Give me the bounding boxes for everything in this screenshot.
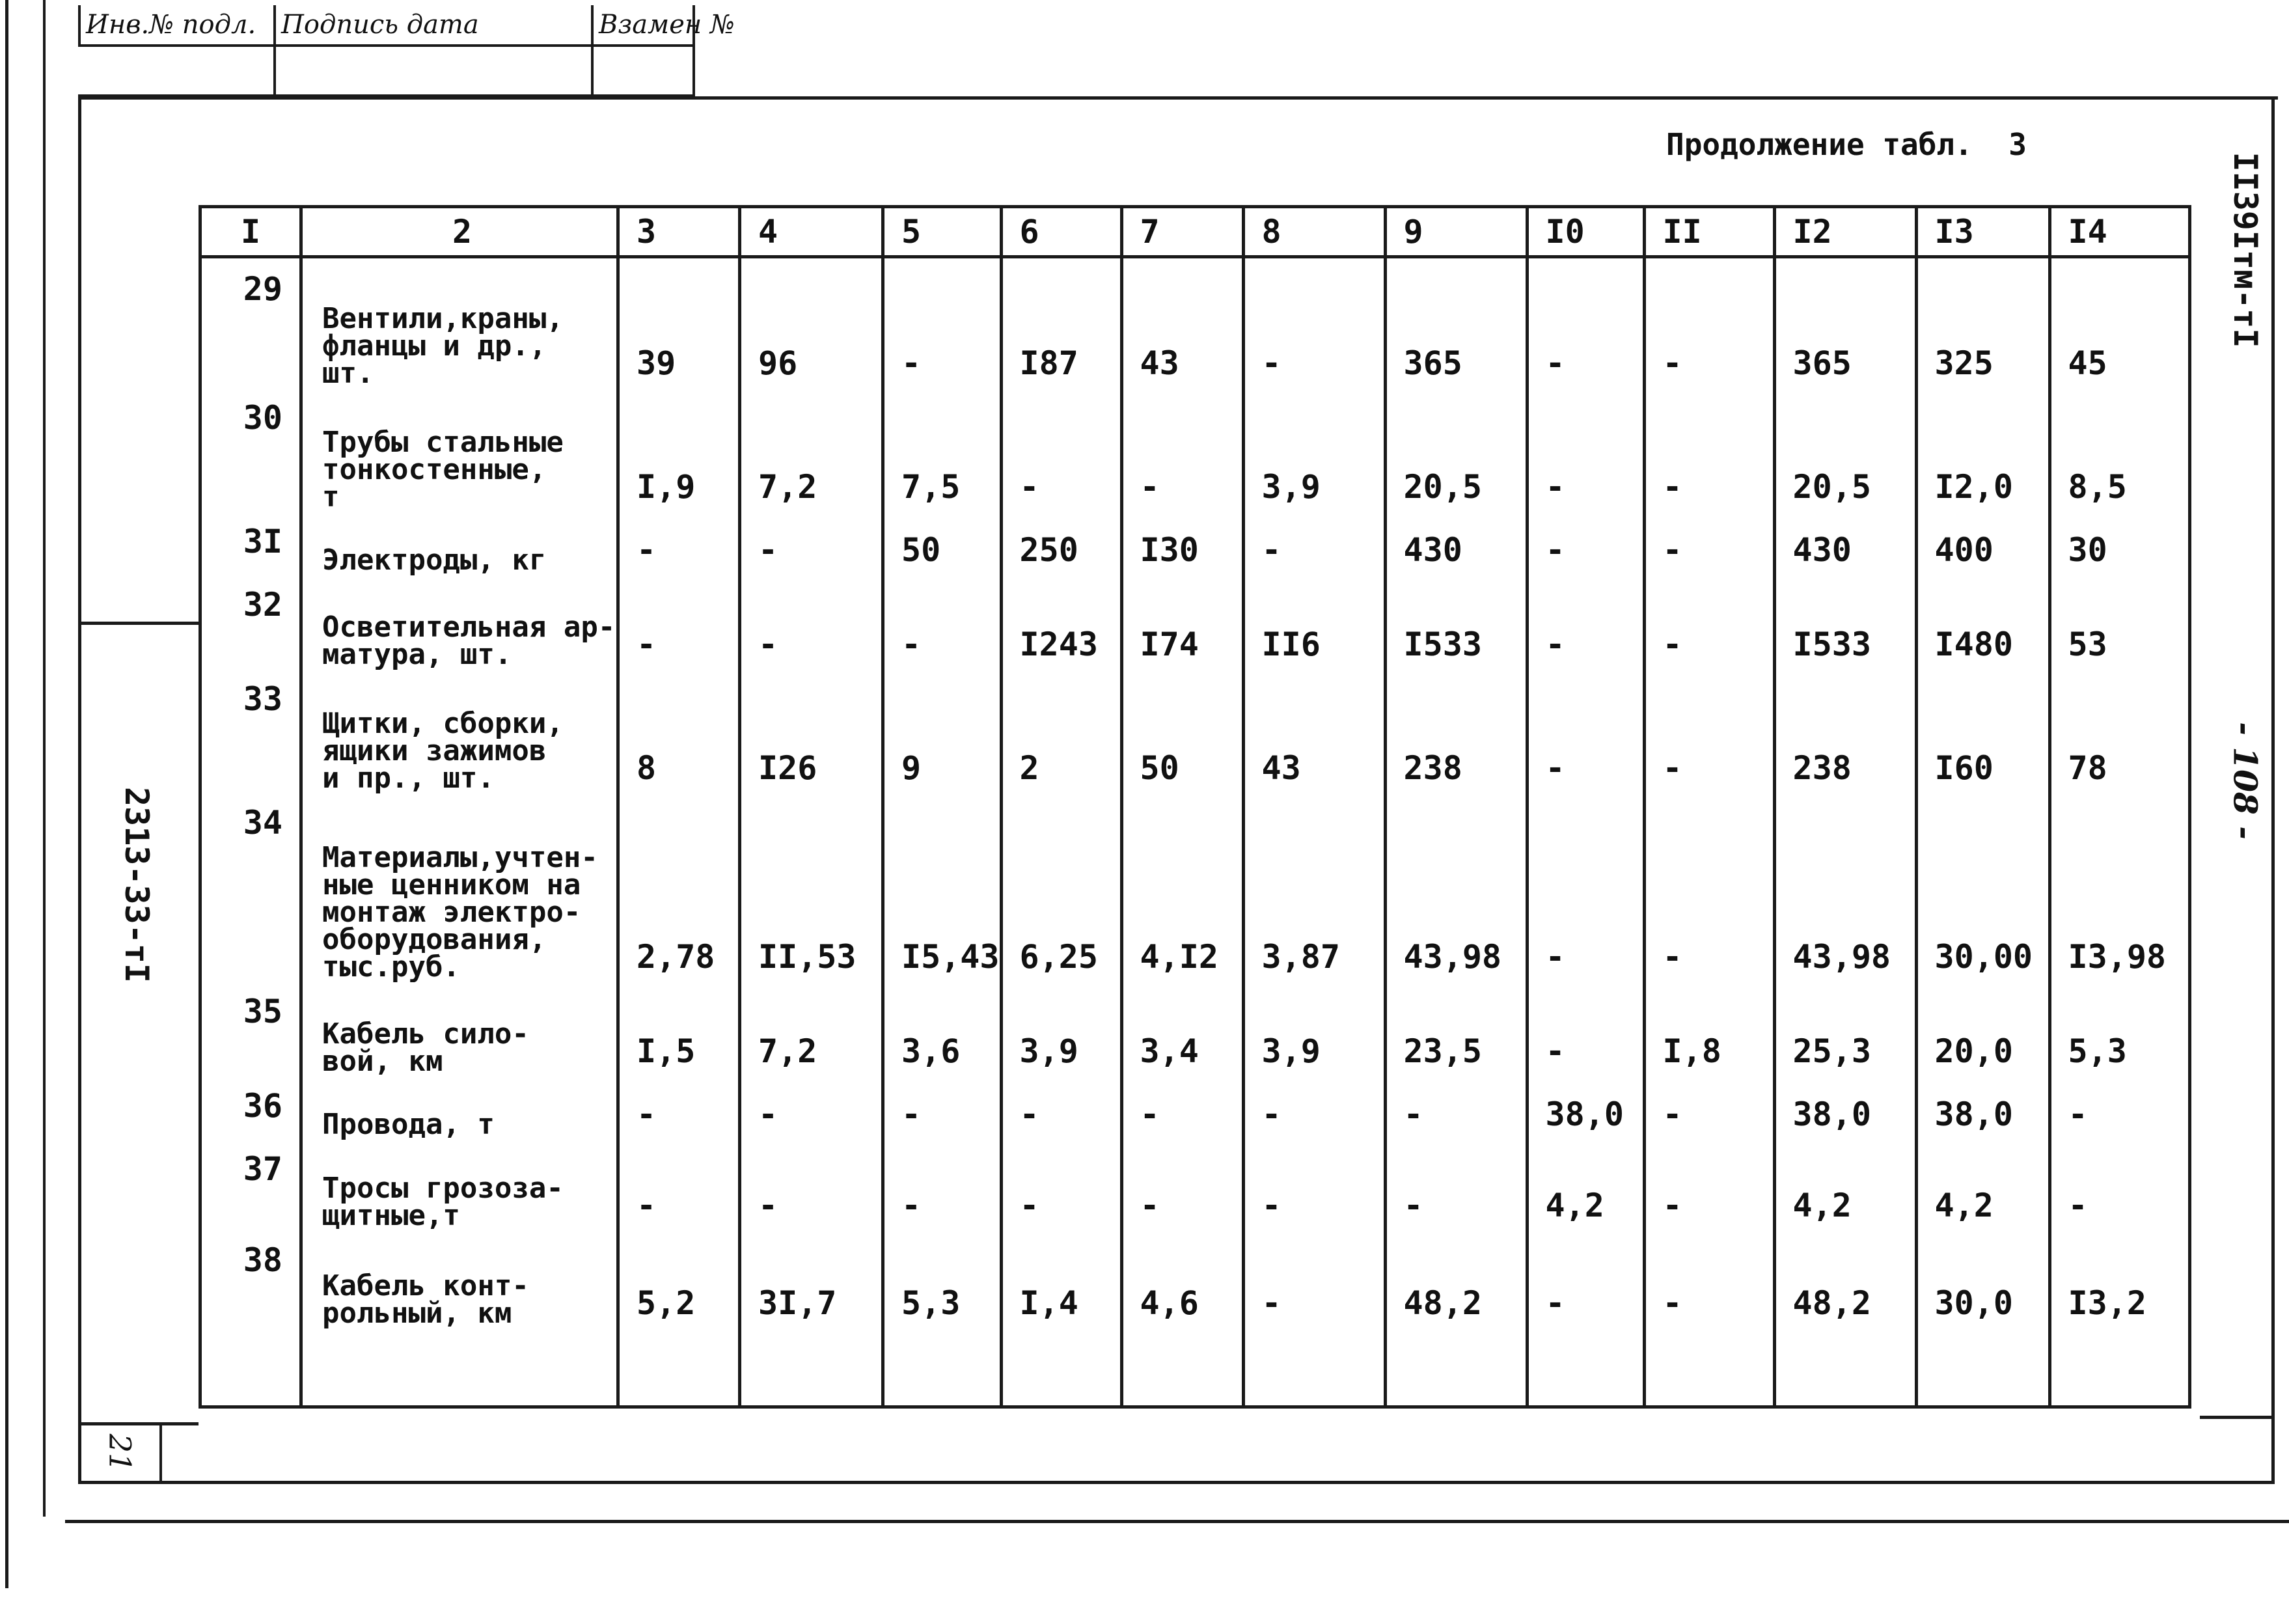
cell-col-4: II,53	[740, 792, 883, 981]
cell-col-3: -	[618, 1138, 740, 1230]
col-header: 8	[1243, 207, 1385, 257]
header-row	[200, 207, 2190, 257]
cell-col-7: 50	[1121, 668, 1243, 792]
cell-col-6: 250	[1001, 511, 1121, 574]
cell-col-14: 5,3	[2049, 981, 2189, 1075]
cell-col-13: 30,0	[1916, 1230, 2049, 1327]
cell-col-7: -	[1121, 1075, 1243, 1138]
cell-col-4: 7,2	[740, 387, 883, 511]
empty-cell	[618, 1327, 740, 1407]
row-number: 29	[200, 257, 301, 387]
col-header: 4	[740, 207, 883, 257]
empty-cell	[883, 1327, 1002, 1407]
row-description: Материалы,учтен- ные ценником на монтаж электро- оборудования, тыс.руб.	[301, 792, 618, 981]
cell-col-8: -	[1243, 511, 1385, 574]
table-row	[200, 668, 2190, 792]
stamp-signature-date: Подпись дата	[273, 5, 587, 44]
empty-cell	[1644, 1327, 1774, 1407]
cell-col-4: -	[740, 511, 883, 574]
cell-col-3: -	[618, 511, 740, 574]
cell-col-5: 5,3	[883, 1230, 1002, 1327]
cell-col-9: -	[1385, 1138, 1527, 1230]
frame-right	[2271, 96, 2275, 1483]
row-description: Кабель конт- рольный, км	[301, 1230, 618, 1327]
cell-col-10: -	[1527, 792, 1644, 981]
cell-col-10: -	[1527, 574, 1644, 668]
cell-col-14: 30	[2049, 511, 2189, 574]
table-row	[200, 574, 2190, 668]
cell-col-14: I3,2	[2049, 1230, 2189, 1327]
frame-bottom	[65, 1520, 2289, 1523]
cell-col-14: 53	[2049, 574, 2189, 668]
row-description: Тросы грозоза- щитные,т	[301, 1138, 618, 1230]
cell-col-3: I,9	[618, 387, 740, 511]
table-row	[200, 511, 2190, 574]
series-code: II39Iтм-тI	[2227, 152, 2264, 348]
table-row	[200, 1230, 2190, 1327]
table-row	[200, 1138, 2190, 1230]
cell-col-7: 4,I2	[1121, 792, 1243, 981]
empty-cell	[1527, 1327, 1644, 1407]
cell-col-3: -	[618, 1075, 740, 1138]
cell-col-6: -	[1001, 387, 1121, 511]
empty-cell	[1121, 1327, 1243, 1407]
cell-col-12: 430	[1774, 511, 1916, 574]
cell-col-9: 23,5	[1385, 981, 1527, 1075]
left-strip-divider	[78, 622, 199, 625]
col-header: II	[1644, 207, 1774, 257]
col-header: I2	[1774, 207, 1916, 257]
cell-col-12: 365	[1774, 257, 1916, 387]
cell-col-10: -	[1527, 668, 1644, 792]
cell-col-4: 3I,7	[740, 1230, 883, 1327]
cell-col-8: 3,9	[1243, 981, 1385, 1075]
cell-col-12: 48,2	[1774, 1230, 1916, 1327]
cell-col-9: 43,98	[1385, 792, 1527, 981]
row-description: Провода, т	[301, 1075, 618, 1138]
cell-col-8: II6	[1243, 574, 1385, 668]
cell-col-3: -	[618, 574, 740, 668]
cell-col-11: I,8	[1644, 981, 1774, 1075]
empty-cell	[1243, 1327, 1385, 1407]
row-number: 3I	[200, 511, 301, 574]
cell-col-4: -	[740, 1075, 883, 1138]
cell-col-12: 38,0	[1774, 1075, 1916, 1138]
empty-cell	[200, 1327, 301, 1407]
cell-col-11: -	[1644, 792, 1774, 981]
frame-left-outer	[5, 0, 8, 1588]
table-row	[200, 981, 2190, 1075]
cell-col-6: I243	[1001, 574, 1121, 668]
cell-col-5: -	[883, 574, 1002, 668]
cell-col-4: 7,2	[740, 981, 883, 1075]
cell-col-4: 96	[740, 257, 883, 387]
cell-col-14: I3,98	[2049, 792, 2189, 981]
col-header: I3	[1916, 207, 2049, 257]
cell-col-7: -	[1121, 1138, 1243, 1230]
row-number: 34	[200, 792, 301, 981]
cell-col-8: -	[1243, 1230, 1385, 1327]
cell-col-8: 3,87	[1243, 792, 1385, 981]
cell-col-10: -	[1527, 387, 1644, 511]
cell-col-3: 5,2	[618, 1230, 740, 1327]
row-description: Щитки, сборки, ящики зажимов и пр., шт.	[301, 668, 618, 792]
col-header: 9	[1385, 207, 1527, 257]
cell-col-10: 38,0	[1527, 1075, 1644, 1138]
row-number: 35	[200, 981, 301, 1075]
cell-col-9: 48,2	[1385, 1230, 1527, 1327]
cell-col-9: 238	[1385, 668, 1527, 792]
cell-col-11: -	[1644, 257, 1774, 387]
empty-cell	[2049, 1327, 2189, 1407]
empty-cell	[1001, 1327, 1121, 1407]
table-row	[200, 1075, 2190, 1138]
cell-col-10: -	[1527, 511, 1644, 574]
frame-left-main	[78, 96, 81, 1483]
cell-col-11: -	[1644, 574, 1774, 668]
cell-col-13: I480	[1916, 574, 2049, 668]
cell-col-12: 20,5	[1774, 387, 1916, 511]
cell-col-5: -	[883, 1075, 1002, 1138]
cell-col-3: 2,78	[618, 792, 740, 981]
cell-col-12: 238	[1774, 668, 1916, 792]
cell-col-14: -	[2049, 1138, 2189, 1230]
cell-col-6: -	[1001, 1138, 1121, 1230]
cell-col-13: I2,0	[1916, 387, 2049, 511]
cell-col-4: I26	[740, 668, 883, 792]
col-header: I0	[1527, 207, 1644, 257]
stamp-replace-no: Взамен №	[591, 5, 696, 44]
cell-col-10: -	[1527, 257, 1644, 387]
cell-col-6: 3,9	[1001, 981, 1121, 1075]
col-header: 2	[301, 207, 618, 257]
cell-col-10: -	[1527, 1230, 1644, 1327]
cell-col-7: 43	[1121, 257, 1243, 387]
row-description: Электроды, кг	[301, 511, 618, 574]
cell-col-3: 8	[618, 668, 740, 792]
cell-col-3: I,5	[618, 981, 740, 1075]
cell-col-14: 45	[2049, 257, 2189, 387]
row-number: 30	[200, 387, 301, 511]
cell-col-13: 325	[1916, 257, 2049, 387]
cell-col-7: 4,6	[1121, 1230, 1243, 1327]
cell-col-11: -	[1644, 668, 1774, 792]
cell-col-11: -	[1644, 387, 1774, 511]
cell-col-6: 6,25	[1001, 792, 1121, 981]
cell-col-4: -	[740, 574, 883, 668]
row-description: Кабель сило- вой, км	[301, 981, 618, 1075]
left-strip-sheet-line	[78, 1422, 199, 1425]
cell-col-13: 38,0	[1916, 1075, 2049, 1138]
cell-col-9: 20,5	[1385, 387, 1527, 511]
cell-col-3: 39	[618, 257, 740, 387]
cell-col-13: 400	[1916, 511, 2049, 574]
col-header: 7	[1121, 207, 1243, 257]
col-header: I	[200, 207, 301, 257]
table-row	[200, 792, 2190, 981]
empty-cell	[740, 1327, 883, 1407]
cell-col-9: 365	[1385, 257, 1527, 387]
cell-col-13: 30,00	[1916, 792, 2049, 981]
empty-cell	[1385, 1327, 1527, 1407]
row-description: Вентили,краны, фланцы и др., шт.	[301, 257, 618, 387]
cell-col-12: I533	[1774, 574, 1916, 668]
cell-col-13: 20,0	[1916, 981, 2049, 1075]
cell-col-11: -	[1644, 511, 1774, 574]
empty-cell	[301, 1327, 618, 1407]
materials-table	[199, 205, 2191, 1409]
row-number: 38	[200, 1230, 301, 1327]
table-row	[200, 387, 2190, 511]
cell-col-9: 430	[1385, 511, 1527, 574]
cell-col-7: -	[1121, 387, 1243, 511]
row-description: Трубы стальные тонкостенные, т	[301, 387, 618, 511]
doc-code: 2313-33-тI	[118, 787, 156, 984]
col-header: I4	[2049, 207, 2189, 257]
cell-col-5: -	[883, 1138, 1002, 1230]
cell-col-5: I5,43	[883, 792, 1002, 981]
cell-col-14: 78	[2049, 668, 2189, 792]
cell-col-5: 7,5	[883, 387, 1002, 511]
cell-col-12: 25,3	[1774, 981, 1916, 1075]
cell-col-9: -	[1385, 1075, 1527, 1138]
cell-col-11: -	[1644, 1075, 1774, 1138]
table-empty-row	[200, 1327, 2190, 1407]
right-strip-line	[2200, 1416, 2275, 1419]
cell-col-8: -	[1243, 257, 1385, 387]
page-marker: - 108 -	[2226, 722, 2265, 840]
row-number: 36	[200, 1075, 301, 1138]
cell-col-13: 4,2	[1916, 1138, 2049, 1230]
col-header: 6	[1001, 207, 1121, 257]
cell-col-6: I87	[1001, 257, 1121, 387]
cell-col-6: -	[1001, 1075, 1121, 1138]
cell-col-4: -	[740, 1138, 883, 1230]
cell-col-13: I60	[1916, 668, 2049, 792]
cell-col-12: 43,98	[1774, 792, 1916, 981]
cell-col-11: -	[1644, 1230, 1774, 1327]
cell-col-7: I74	[1121, 574, 1243, 668]
row-number: 33	[200, 668, 301, 792]
cell-col-11: -	[1644, 1138, 1774, 1230]
cell-col-8: 3,9	[1243, 387, 1385, 511]
cell-col-5: 50	[883, 511, 1002, 574]
col-header: 3	[618, 207, 740, 257]
empty-cell	[1916, 1327, 2049, 1407]
cell-col-9: I533	[1385, 574, 1527, 668]
cell-col-8: 43	[1243, 668, 1385, 792]
cell-col-14: -	[2049, 1075, 2189, 1138]
cell-col-14: 8,5	[2049, 387, 2189, 511]
cell-col-7: I30	[1121, 511, 1243, 574]
left-strip-sheet-divider	[159, 1422, 162, 1482]
cell-col-5: -	[883, 257, 1002, 387]
cell-col-5: 9	[883, 668, 1002, 792]
cell-col-5: 3,6	[883, 981, 1002, 1075]
frame-left-inner	[43, 0, 46, 1517]
frame-top	[78, 96, 2278, 100]
cell-col-12: 4,2	[1774, 1138, 1916, 1230]
stamp-inv-no: Инв.№ подл.	[78, 5, 275, 44]
frame-bottom-inner	[78, 1481, 2275, 1484]
empty-cell	[1774, 1327, 1916, 1407]
cell-col-6: 2	[1001, 668, 1121, 792]
cell-col-7: 3,4	[1121, 981, 1243, 1075]
table-row	[200, 257, 2190, 387]
row-description: Осветительная ар- матура, шт.	[301, 574, 618, 668]
cell-col-6: I,4	[1001, 1230, 1121, 1327]
row-number: 32	[200, 574, 301, 668]
cell-col-10: 4,2	[1527, 1138, 1644, 1230]
row-number: 37	[200, 1138, 301, 1230]
col-header: 5	[883, 207, 1002, 257]
table-continuation-title: Продолжение табл. 3	[1666, 127, 2027, 162]
stamp-block	[78, 0, 735, 98]
cell-col-8: -	[1243, 1075, 1385, 1138]
sheet-number: 21	[102, 1433, 138, 1472]
cell-col-10: -	[1527, 981, 1644, 1075]
cell-col-8: -	[1243, 1138, 1385, 1230]
